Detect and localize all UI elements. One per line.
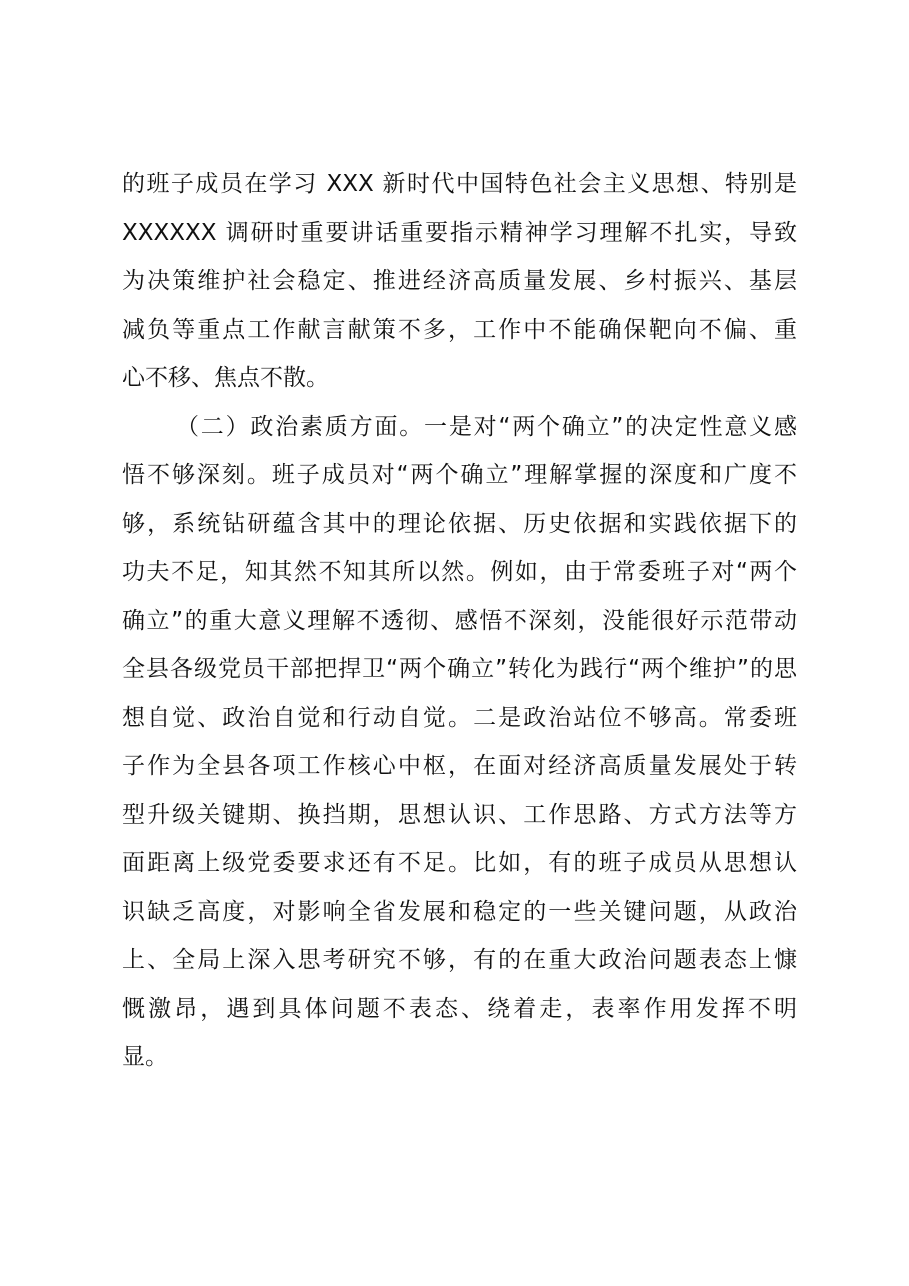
text-line: 确立”的重大意义理解不透彻、感悟不深刻，没能很好示范带动: [122, 607, 797, 634]
text-line: 为决策维护社会稳定、推进经济高质量发展、乡村振兴、基层: [122, 268, 797, 294]
text-line: 悟不够深刻。班子成员对“两个确立”理解掌握的深度和广度不: [122, 462, 797, 488]
text-line: 慨激昂，遇到具体问题不表态、绕着走，表率作用发挥不明: [122, 995, 797, 1022]
text-line: 上、全局上深入思考研究不够，有的在重大政治问题表态上慷: [122, 947, 797, 973]
text-line: XXXXXX 调研时重要讲话重要指示精神学习理解不扎实，导致: [122, 219, 797, 246]
text-line: 想自觉、政治自觉和行动自觉。二是政治站位不够高。常委班: [122, 704, 797, 731]
text-line: 功夫不足，知其然不知其所以然。例如，由于常委班子对“两个: [122, 559, 797, 585]
text-line: 面距离上级党委要求还有不足。比如，有的班子成员从思想认: [122, 850, 797, 876]
section-heading-line: （二）政治素质方面。一是对“两个确立”的决定性意义感: [176, 413, 797, 440]
text-line: 全县各级党员干部把捍卫“两个确立”转化为践行“两个维护”的思: [122, 656, 797, 682]
text-line: 减负等重点工作献言献策不多，工作中不能确保靶向不偏、重: [122, 316, 797, 343]
text-line: 心不移、焦点不散。: [122, 365, 329, 391]
text-line: 的班子成员在学习 XXX 新时代中国特色社会主义思想、特别是: [122, 171, 797, 197]
text-line: 够，系统钻研蕴含其中的理论依据、历史依据和实践依据下的: [122, 510, 797, 537]
body-text: [122, 160, 797, 1082]
text-line: 识缺乏高度，对影响全省发展和稳定的一些关键问题，从政治: [122, 898, 797, 925]
text-line: 显。: [122, 1044, 168, 1070]
text-line: 型升级关键期、换挡期，思想认识、工作思路、方式方法等方: [122, 801, 797, 828]
text-line: 子作为全县各项工作核心中枢，在面对经济高质量发展处于转: [122, 753, 797, 779]
